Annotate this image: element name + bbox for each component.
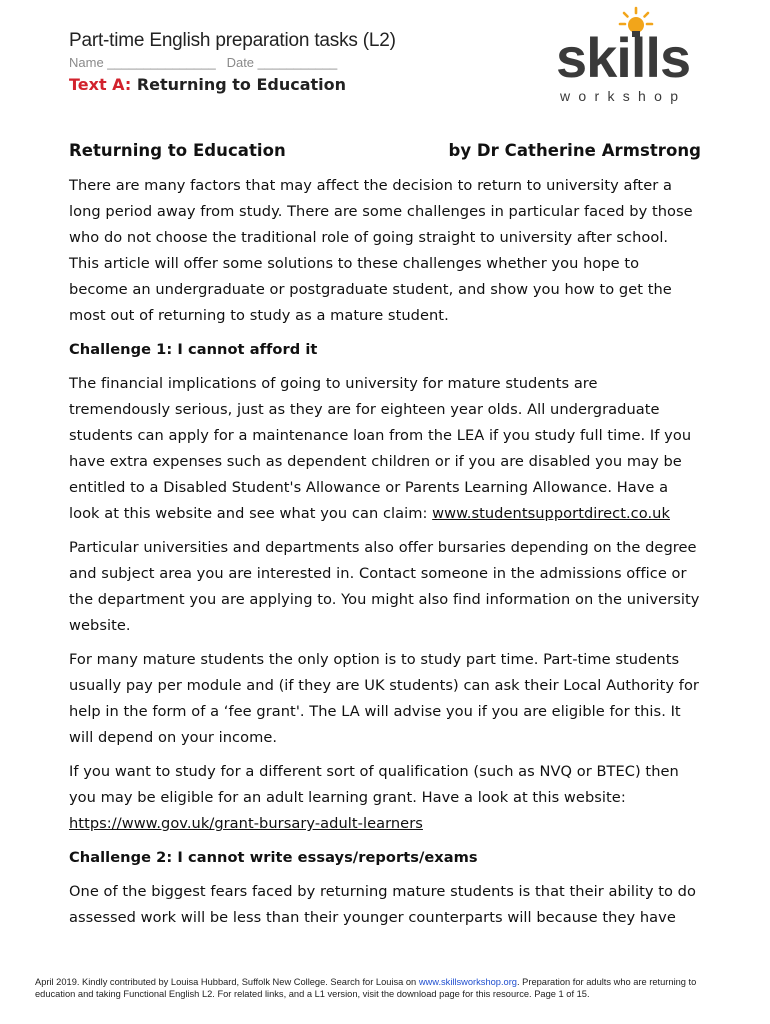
text-label-line (69, 75, 346, 94)
name-date-line: Name _______________ Date ___________ (69, 55, 338, 70)
challenge-2-heading: Challenge 2: I cannot write essays/reports/exams (69, 849, 478, 866)
intro-paragraph: There are many factors that may affect the decision to return to university after a long period away from study. There are some challenges in particular faced by those who do not choose the traditional role of going straight to university after school. This article will offer some solutions to these challenges whether you hope to become an undergraduate or postgraduate student, and show you how to get the most out of returning to study as a mature student. (69, 177, 693, 324)
article-header (69, 138, 701, 164)
challenge-1-paragraph-3: For many mature students the only option is to study part time. Part-time students usually pay per module and (if they are UK students) can ask their Local Authority for help in the form of a ‘fee grant'. The LA will advise you if you are eligible for this. It will depend on your income. (69, 651, 699, 746)
article-title: Returning to Education (69, 141, 286, 160)
page-header-title: Part-time English preparation tasks (L2) (69, 30, 396, 51)
footer-text-2: . Preparation for adults who are returning to education and taking Functional English L2. For related links, and a L1 version, visit the download page for this resource. Page 1 of 15. (35, 977, 697, 999)
article (69, 138, 701, 939)
challenge-1-paragraph-1 (69, 371, 701, 527)
article-author: by Dr Catherine Armstrong (448, 141, 701, 160)
challenge-1-paragraph-2: Particular universities and departments also offer bursaries depending on the degree and subject area you are interested in. Contact someone in the admissions office or the department you are applying to. You might also find information on the university website. (69, 539, 700, 634)
c1-p4-text: If you want to study for a different sort of qualification (such as NVQ or BTEC) then you may be eligible for an adult learning grant. Have a look at this website: (69, 763, 679, 806)
challenge-2-paragraph-1: One of the biggest fears faced by returning mature students is that their ability to do assessed work will be less than their younger counterparts will because they have (69, 883, 696, 926)
page-footer (35, 976, 725, 1000)
footer-text-1: April 2019. Kindly contributed by Louisa Hubbard, Suffolk New College. Search for Louisa on (35, 977, 419, 987)
c1-p1-text: The financial implications of going to university for mature students are tremendously serious, just as they are for eighteen year olds. All undergraduate students can apply for a maintenance loan from the LEA if you study full time. If you have extra expenses such as dependent children or if you are disabled you may be entitled to a Disabled Student's Allowance or Parents Learning Allowance. Have a look at this website and see what you can claim: (69, 375, 692, 522)
adult-grant-link[interactable]: https://www.gov.uk/grant-bursary-adult-learners (69, 815, 423, 832)
footer-skillsworkshop-link[interactable]: www.skillsworkshop.org (418, 977, 517, 987)
logo-word: skills (556, 26, 691, 89)
text-label: Text A: (69, 75, 132, 94)
text-title: Returning to Education (136, 75, 347, 94)
challenge-1-paragraph-4 (69, 759, 701, 837)
challenge-1-heading: Challenge 1: I cannot afford it (69, 341, 318, 358)
skills-workshop-logo (556, 6, 726, 106)
logo-subtitle: workshop (560, 88, 687, 104)
student-support-link[interactable]: www.studentsupportdirect.co.uk (432, 505, 670, 522)
